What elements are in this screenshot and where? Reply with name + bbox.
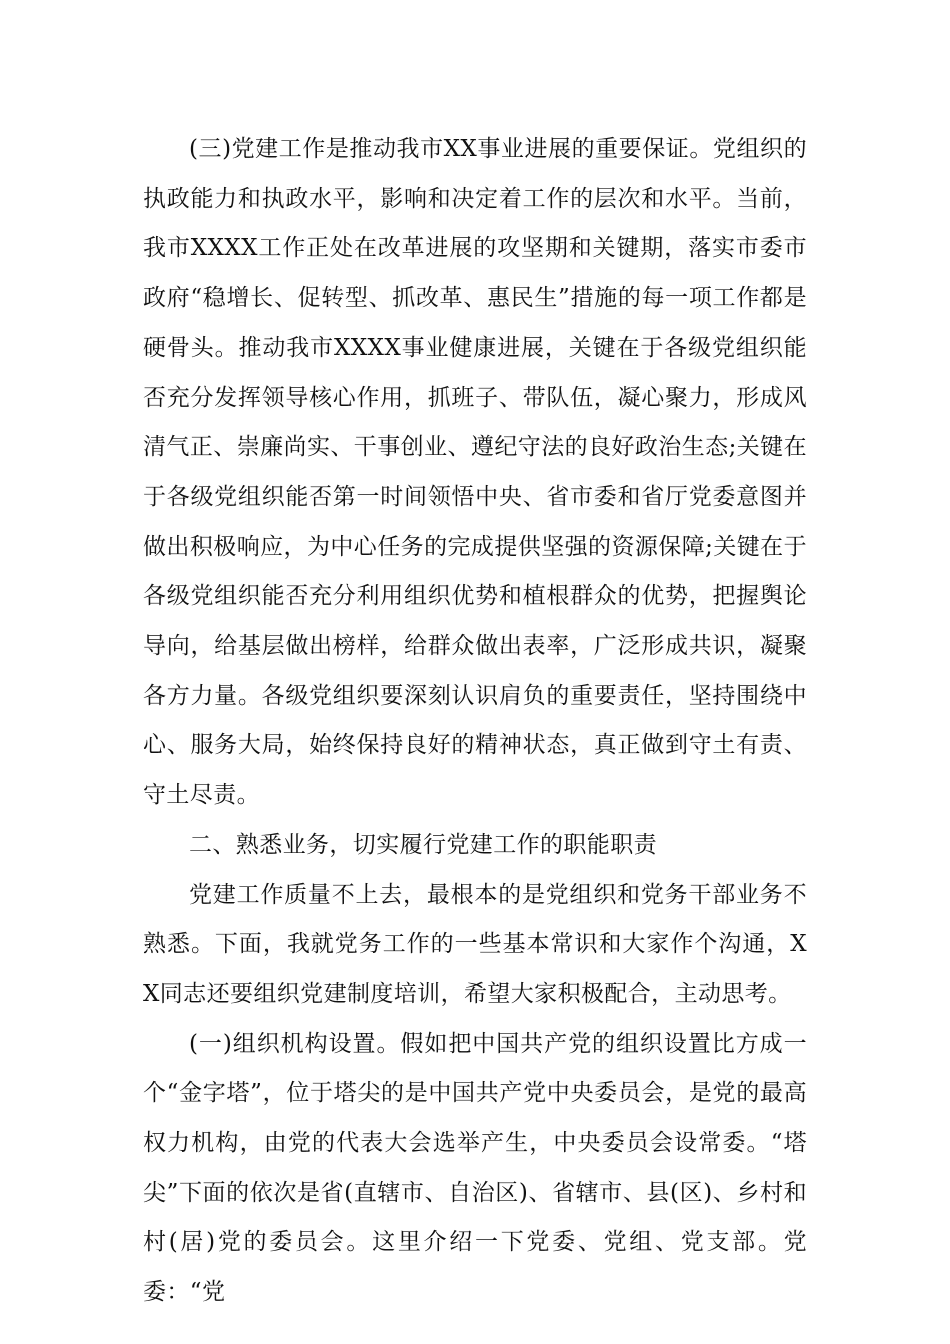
paragraph-business-unfamiliar: 党建工作质量不上去，最根本的是党组织和党务干部业务不熟悉。下面，我就党务工作的一些基本常识和大家作个沟通，XX同志还要组织党建制度培训，希望大家积极配合，主动思考。	[143, 881, 807, 1007]
section-heading-familiarize-business: 二、熟悉业务，切实履行党建工作的职能职责	[189, 831, 657, 858]
paragraph-party-building-guarantee: (三)党建工作是推动我市XX事业进展的重要保证。党组织的执政能力和执政水平，影响和决定着工作的层次和水平。当前，我市XXXX工作正处在改革进展的攻坚期和关键期，落实市委市政府“稳增长、促转型、抓改革、惠民生”措施的每一项工作都是硬骨头。推动我市XXXX事业健康进展，关键在于各级党组织能否充分发挥领导核心作用，抓班子、带队伍，凝心聚力，形成风清气正、崇廉尚实、干事创业、遵纪守法的良好政治生态;关键在于各级党组织能否第一时间领悟中央、省市委和省厅党委意图并做出积极响应，为中心任务的完成提供坚强的资源保障;关键在于各级党组织能否充分利用组织优势和植根群众的优势，把握舆论导向，给基层做出榜样，给群众做出表率，广泛形成共识，凝聚各方力量。各级党组织要深刻认识肩负的重要责任，坚持围绕中心、服务大局，始终保持良好的精神状态，真正做到守土有责、守土尽责。	[143, 136, 807, 809]
paragraph-organization-setup: (一)组织机构设置。假如把中国共产党的组织设置比方成一个“金字塔”，位于塔尖的是中国共产党中央委员会，是党的最高权力机构，由党的代表大会选举产生，中央委员会设常委。“塔尖”下面的依次是省(直辖市、自治区)、省辖市、县(区)、乡村和村(居)党的委员会。这里介绍一下党委、党组、党支部。党委：“党	[143, 1030, 807, 1306]
document-body	[143, 125, 807, 1318]
